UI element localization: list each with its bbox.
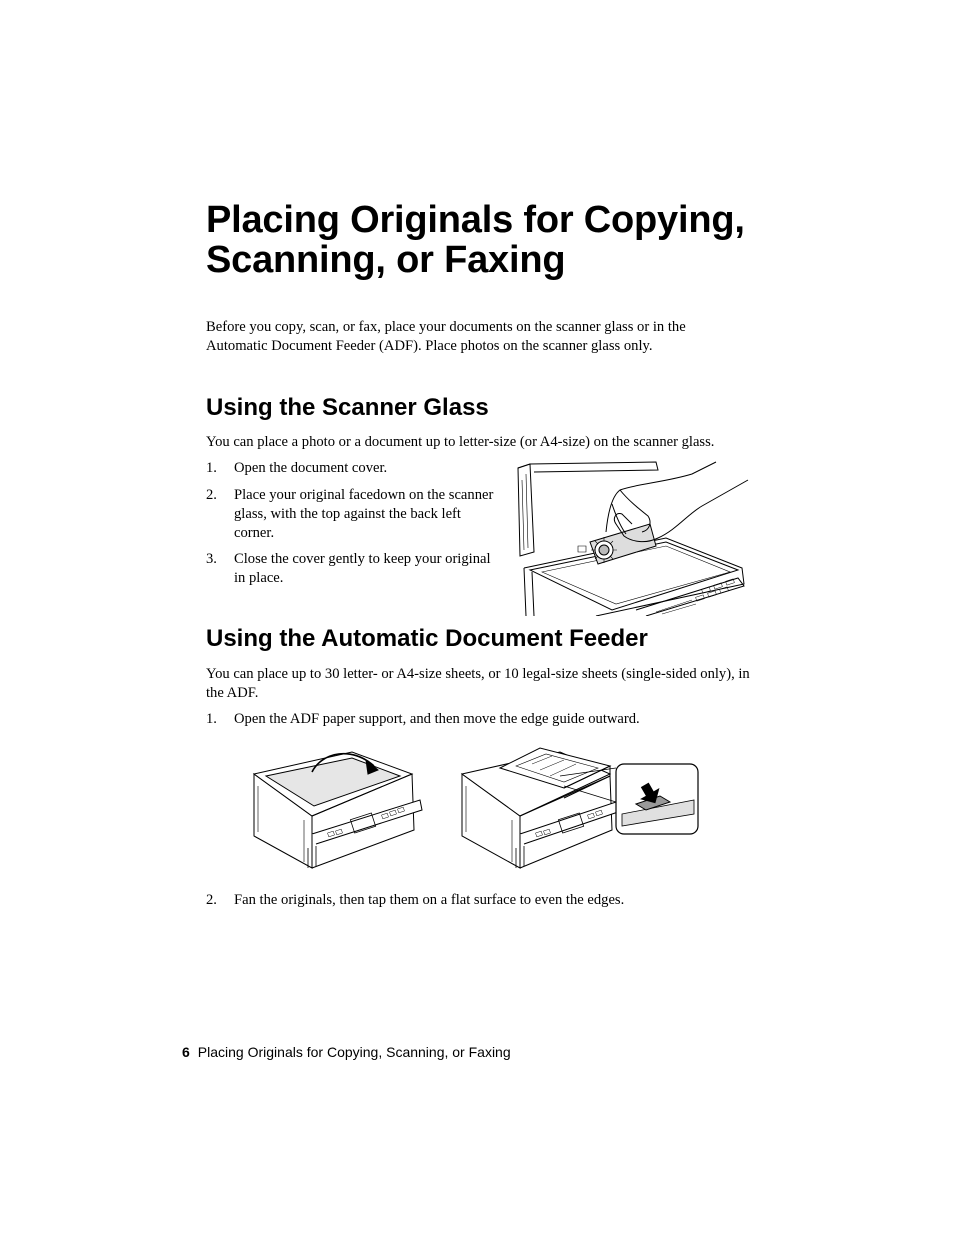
adf-open-support-illustration (252, 744, 424, 870)
page-footer (182, 1043, 511, 1061)
list-item (206, 550, 506, 590)
list-item (206, 486, 506, 546)
step-text: Open the document cover. (234, 460, 388, 476)
step-text: Place your original facedown on the scanner glass, with the top against the back left corner. (234, 487, 494, 541)
step-number: 1. (206, 711, 217, 727)
adf-intro: You can place up to 30 letter- or A4-size sheets, or 10 legal-size sheets (single-sided only), in the ADF. (206, 666, 750, 701)
list-item (206, 710, 726, 730)
scanner-glass-illustration (516, 460, 750, 616)
step-number: 2. (206, 487, 217, 503)
list-item (206, 459, 506, 479)
step-text: Fan the originals, then tap them on a flat surface to even the edges. (234, 892, 625, 908)
step-text: Close the cover gently to keep your original in place. (234, 551, 491, 586)
running-title: Placing Originals for Copying, Scanning, or Faxing (197, 1044, 511, 1060)
intro-paragraph: Before you copy, scan, or fax, place your documents on the scanner glass or in the Automatic Document Feeder (ADF). Place photos on the scanner glass only. (206, 319, 686, 354)
section-heading-adf: Using the Automatic Document Feeder (206, 625, 648, 652)
section-heading-scanner-glass: Using the Scanner Glass (206, 394, 489, 421)
step-number: 2. (206, 892, 217, 908)
step-text: Open the ADF paper support, and then move the edge guide outward. (234, 711, 640, 727)
page-number: 6 (182, 1044, 190, 1060)
scanner-glass-intro: You can place a photo or a document up to letter-size (or A4-size) on the scanner glass. (206, 434, 715, 450)
step-number: 1. (206, 460, 217, 476)
adf-edge-guide-illustration (460, 742, 700, 872)
list-item (206, 891, 726, 911)
step-number: 3. (206, 551, 217, 567)
page-title: Placing Originals for Copying, Scanning, or Faxing (206, 199, 745, 281)
